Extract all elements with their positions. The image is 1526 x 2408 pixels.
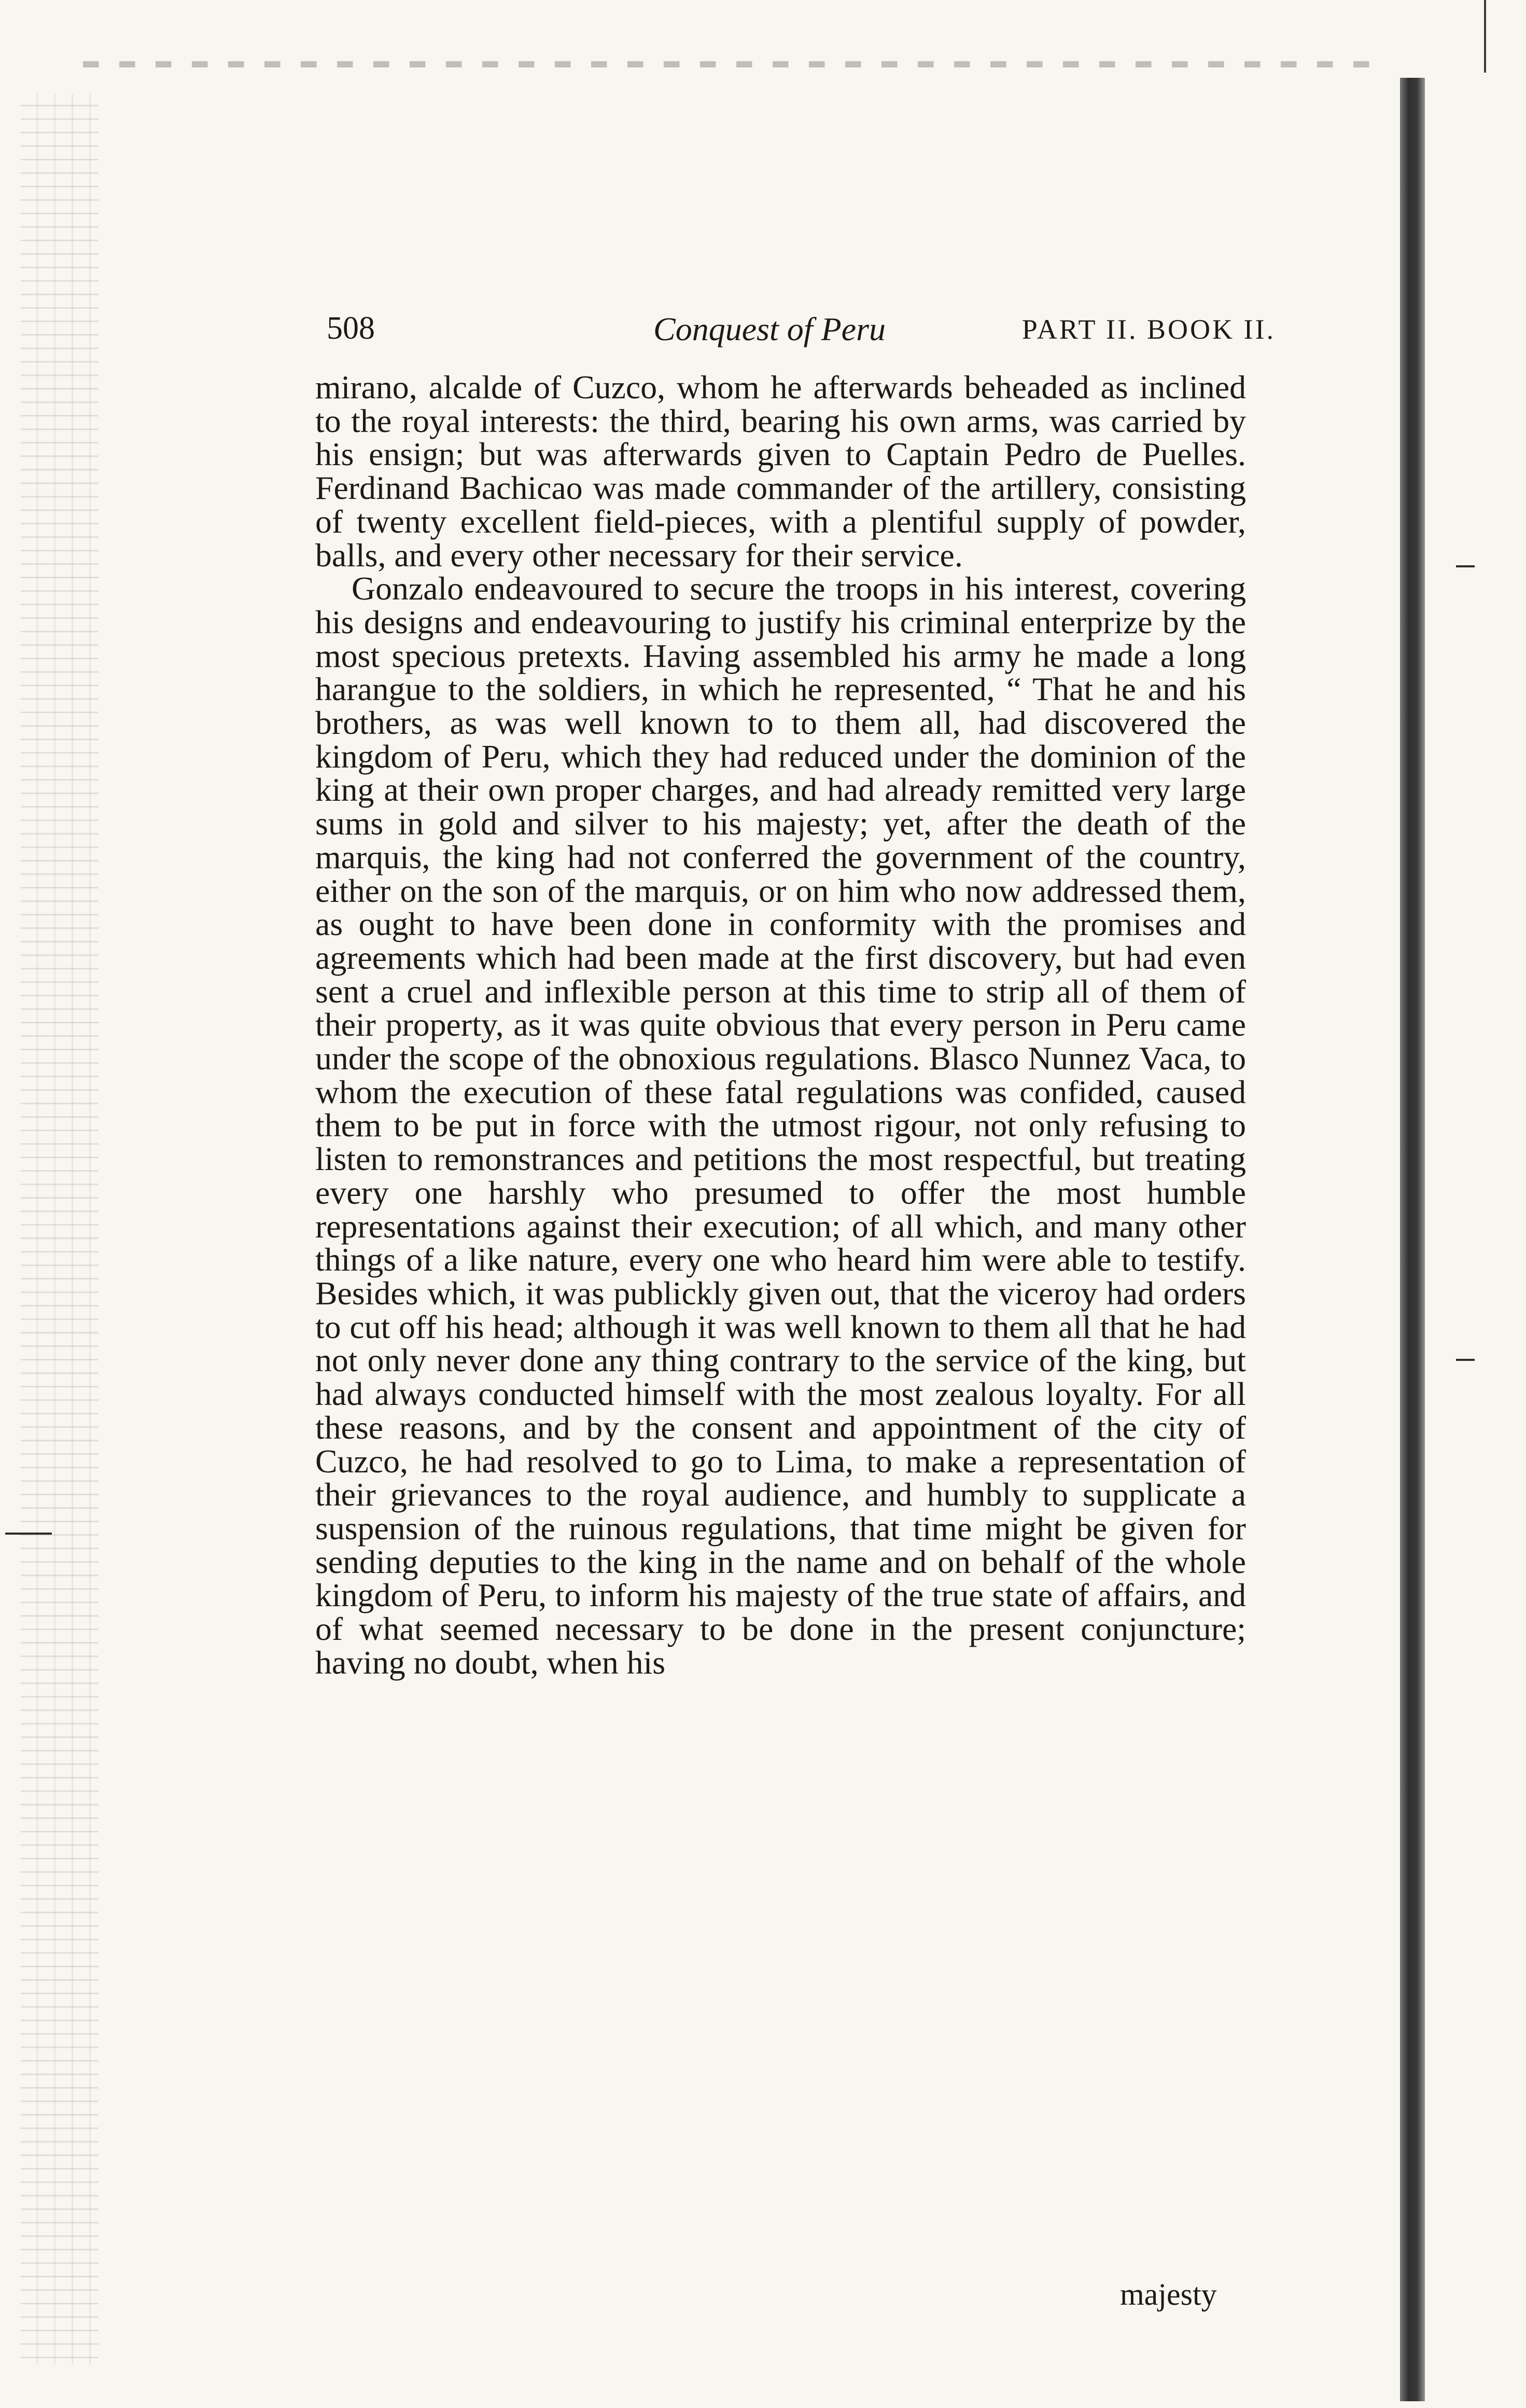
paragraph-continued: mirano, alcalde of Cuzco, whom he afterwards beheaded as inclined to the royal interests: the third, bearing his own arms, was carried by his ensign; but was afterwards given to Captain Pedro de Puelles. Ferdinand Bachicao was made commander of the artillery, consisting of twenty excellent field-pieces, with a plentiful supply of powder, balls, and every other necessary for their service.: [315, 369, 1246, 574]
part-book-label: PART II. BOOK II.: [1021, 314, 1276, 345]
binding-shadow: [1400, 78, 1425, 2401]
body-text: [315, 371, 1246, 1679]
margin-mark: [1456, 1359, 1475, 1361]
scan-left-edge: [21, 93, 99, 2365]
paragraph-gonzalo: Gonzalo endeavoured to secure the troops in his interest, covering his designs and endeavouring to justify his criminal enterprize by the most specious pretexts. Having assembled his army he made a long harangue to the soldiers, in which he represented, “ That he and his brothers, as was well known to to them all, had discovered the kingdom of Peru, which they had reduced under the dominion of the king at their own proper charges, and had already remitted very large sums in gold and silver to his majesty; yet, after the death of the marquis, the king had not conferred the government of the country, either on the son of the marquis, or on him who now addressed them, as ought to have been done in conformity with the promises and agreements which had been made at the first discovery, but had even sent a cruel and inflexible person at this time to strip all of them of their property, as it was quite obvious that every person in Peru came under the scope of the obnoxious regulations. Blasco Nunnez Vaca, to whom the execution of these fatal regulations was confided, caused them to be put in force with the utmost rigour, not only refusing to listen to remonstrances and petitions the most respectful, but treating every one harshly who presumed to offer the most humble representations against their execution; of all which, and many other things of a like nature, every one who heard him were able to testify. Besides which, it was publickly given out, that the viceroy had orders to cut off his head; although it was well known to them all that he had not only never done any thing contrary to the service of the king, but had always conducted himself with the most zealous loyalty. For all these reasons, and by the consent and appointment of the city of Cuzco, he had resolved to go to Lima, to make a representation of their grievances to the royal audience, and humbly to supplicate a suspension of the ruinous regulations, that time might be given for sending deputies to the king in the name and on behalf of the whole kingdom of Peru, to inform his majesty of the true state of affairs, and of what seemed necessary to be done in the present conjuncture; having no doubt, when his: [315, 570, 1246, 1681]
page-number: 508: [327, 311, 375, 346]
margin-mark: [5, 1533, 52, 1535]
running-title: Conquest of Peru: [653, 311, 886, 347]
running-head: [327, 310, 1276, 352]
catchword: majesty: [1120, 2277, 1217, 2312]
margin-mark: [1456, 565, 1475, 567]
scan-top-edge: [83, 61, 1379, 67]
scan-edge-line: [1484, 0, 1486, 73]
